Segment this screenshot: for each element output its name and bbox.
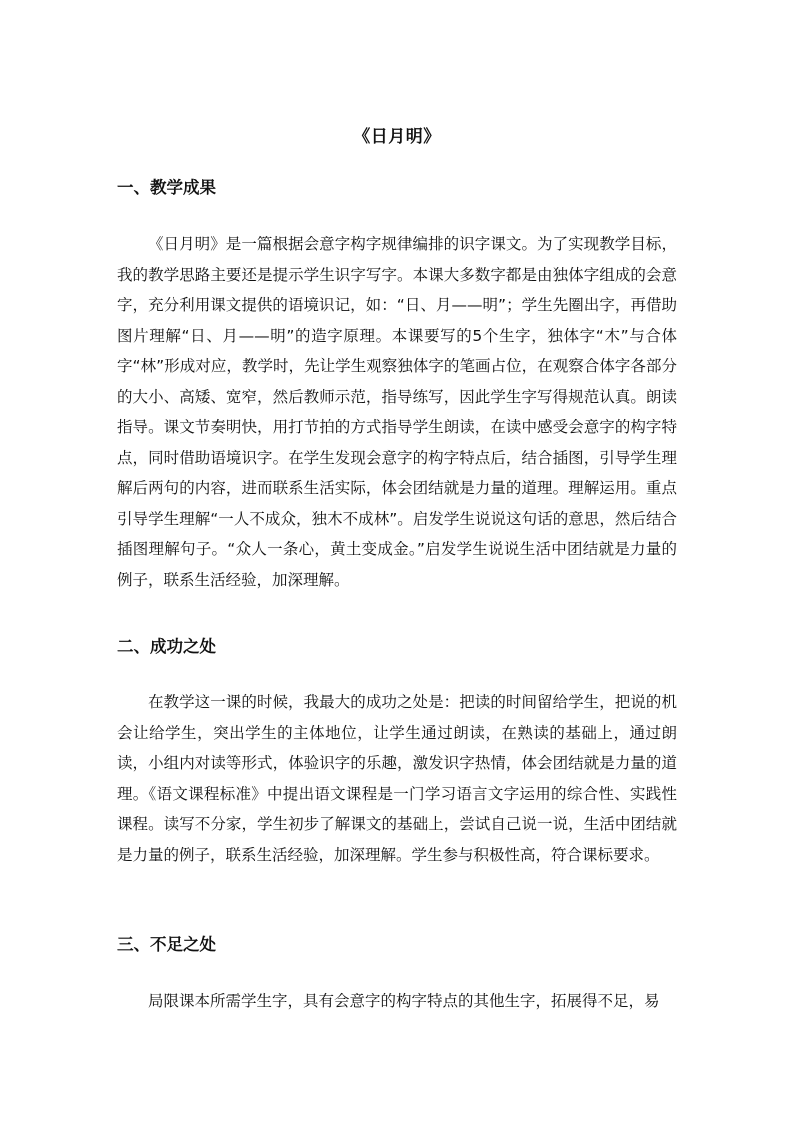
- section-paragraph: 局限课本所需学生字，具有会意字的构字特点的其他生字，拓展得不足，易: [148, 992, 660, 1010]
- section-teaching-results: [117, 175, 677, 595]
- section-paragraph: 在教学这一课的时候，我最大的成功之处是：把读的时间留给学生，把说的机会让给学生，突出学生的主体地位，让学生通过朗读，在熟读的基础上，通过朗读，小组内对读等形式，体验识字的乐趣，激发识字热情，体会团结就是力量的道理。《语文课程标准》中提出语文课程是一门学习语言文字运用的综合性、实践性课程。读写不分家，学生初步了解课文的基础上，尝试自己说一说，生活中团结就是力量的例子，联系生活经验，加深理解。学生参与积极性高，符合课标要求。: [117, 693, 677, 864]
- section-heading: 一、教学成果: [117, 178, 216, 197]
- section-shortcomings: [117, 932, 677, 1017]
- section-heading: 三、不足之处: [117, 935, 216, 954]
- section-heading: 二、成功之处: [117, 637, 216, 656]
- section-successes: [117, 634, 677, 870]
- section-paragraph: 《日月明》是一篇根据会意字构字规律编排的识字课文。为了实现教学目标，我的教学思路主要还是提示学生识字写字。本课大多数字都是由独体字组成的会意字，充分利用课文提供的语境识记，如：“日、月——明”；学生先圈出字，再借助图片理解“日、月——明”的造字原理。本课要写的5个生字，独体字“木”与合体字“林”形成对应，教学时，先让学生观察独体字的笔画占位，在观察合体字各部分的大小、高矮、宽窄，然后教师示范，指导练写，因此学生字写得规范认真。朗读指导。课文节奏明快，用打节拍的方式指导学生朗读，在读中感受会意字的构字特点，同时借助语境识字。在学生发现会意字的构字特点后，结合插图，引导学生理解后两句的内容，进而联系生活实际，体会团结就是力量的道理。理解运用。重点引导学生理解“一人不成众，独木不成林”。启发学生说说这句话的意思，然后结合插图理解句子。“众人一条心，黄土变成金。”启发学生说说生活中团结就是力量的例子，联系生活经验，加深理解。: [117, 235, 677, 589]
- document-title: 《日月明》: [353, 127, 441, 147]
